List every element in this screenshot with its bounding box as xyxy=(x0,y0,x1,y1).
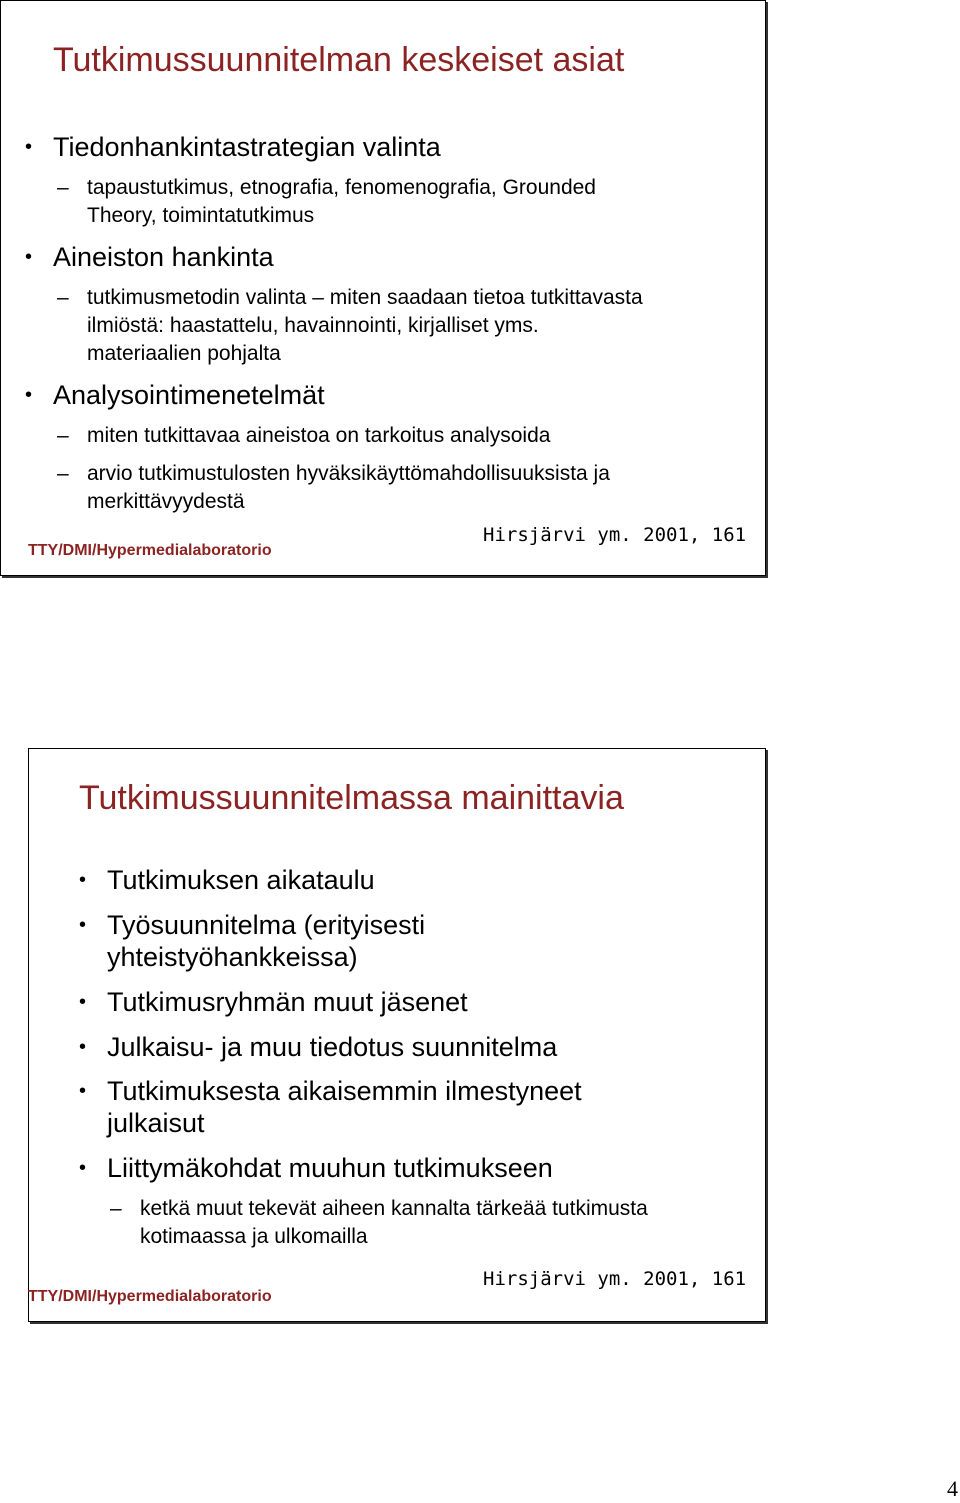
sub-bullet-item xyxy=(57,422,727,450)
bullet-icon: • xyxy=(25,384,33,406)
slide-2 xyxy=(28,748,766,1322)
bullet-item xyxy=(79,1152,727,1184)
footer-organization: TTY/DMI/Hypermedialaboratorio xyxy=(28,1288,272,1305)
bullet-text: Tutkimusryhmän muut jäsenet xyxy=(107,987,468,1017)
bullet-item xyxy=(79,909,527,973)
bullet-item xyxy=(79,1031,727,1063)
bullet-text: Tutkimuksesta aikaisemmin ilmestyneet julkaisut xyxy=(107,1076,582,1138)
bullet-icon: • xyxy=(79,914,87,936)
bullet-text: Tutkimuksen aikataulu xyxy=(107,865,375,895)
dash-icon: – xyxy=(57,286,69,309)
bullet-icon: • xyxy=(79,1157,87,1179)
footer-reference: Hirsjärvi ym. 2001, 161 xyxy=(483,524,747,546)
dash-icon: – xyxy=(110,1197,122,1220)
bullet-item xyxy=(79,986,707,1018)
dash-icon: – xyxy=(57,462,69,485)
slide-title: Tutkimussuunnitelman keskeiset asiat xyxy=(53,41,625,79)
sub-bullet-text: arvio tutkimustulosten hyväksikäyttömahdollisuuksista ja merkittävyydestä xyxy=(87,462,610,513)
bullet-item xyxy=(79,1075,667,1139)
sub-bullet-text: miten tutkittavaa aineistoa on tarkoitus analysoida xyxy=(87,424,551,447)
bullet-text: Liittymäkohdat muuhun tutkimukseen xyxy=(107,1153,553,1183)
bullet-icon: • xyxy=(25,246,33,268)
page-number: 4 xyxy=(947,1476,958,1501)
bullet-icon: • xyxy=(79,991,87,1013)
dash-icon: – xyxy=(57,176,69,199)
bullet-text: Aineiston hankinta xyxy=(53,242,274,272)
bullet-item xyxy=(25,131,743,163)
sub-bullet-text: tutkimusmetodin valinta – miten saadaan tietoa tutkittavasta ilmiöstä: haastattelu, havainnointi, kirjalliset yms. materiaalien pohjalta xyxy=(87,286,643,365)
footer-reference: Hirsjärvi ym. 2001, 161 xyxy=(483,1268,747,1290)
bullet-item xyxy=(79,864,707,896)
sub-bullet-item xyxy=(57,460,687,516)
sub-bullet-text: tapaustutkimus, etnografia, fenomenografia, Grounded Theory, toimintatutkimus xyxy=(87,176,596,227)
slide-1 xyxy=(0,0,766,576)
bullet-item xyxy=(25,241,743,273)
bullet-text: Analysointimenetelmät xyxy=(53,380,325,410)
bullet-text: Julkaisu- ja muu tiedotus suunnitelma xyxy=(107,1032,558,1062)
sub-bullet-text: ketkä muut tekevät aiheen kannalta tärkeää tutkimusta kotimaassa ja ulkomailla xyxy=(140,1197,648,1248)
bullet-text: Tiedonhankintastrategian valinta xyxy=(53,132,441,162)
bullet-icon: • xyxy=(79,1080,87,1102)
dash-icon: – xyxy=(57,424,69,447)
bullet-icon: • xyxy=(79,869,87,891)
bullet-text: Työsuunnitelma (erityisesti yhteistyöhankkeissa) xyxy=(107,910,426,972)
footer-organization: TTY/DMI/Hypermedialaboratorio xyxy=(28,542,272,559)
sub-bullet-item xyxy=(57,284,647,368)
sub-bullet-item xyxy=(110,1195,680,1251)
bullet-icon: • xyxy=(25,136,33,158)
slide-title: Tutkimussuunnitelmassa mainittavia xyxy=(79,779,624,817)
bullet-item xyxy=(25,379,743,411)
bullet-icon: • xyxy=(79,1036,87,1058)
sub-bullet-item xyxy=(57,174,607,230)
